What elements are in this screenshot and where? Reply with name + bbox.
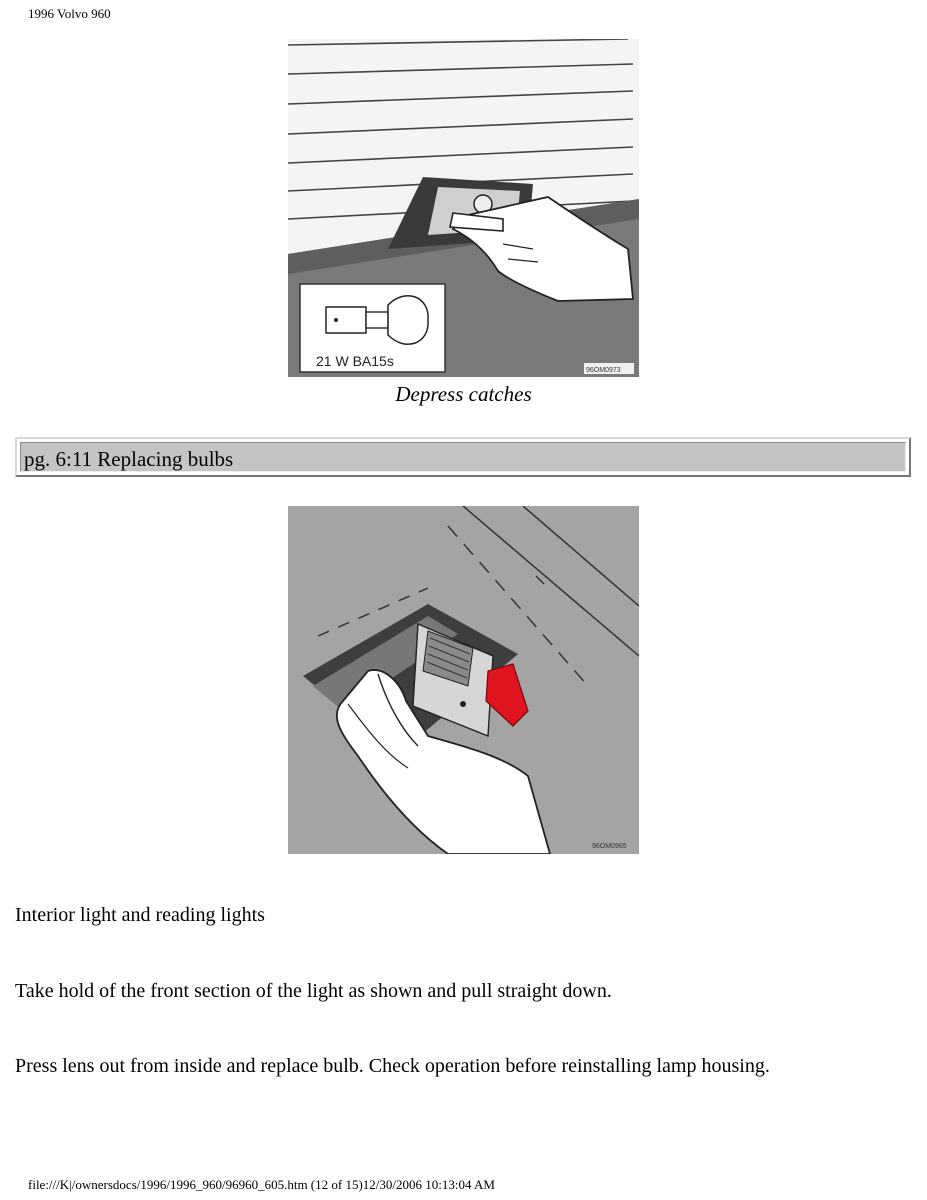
instruction-step-1: Take hold of the front section of the light as shown and pull straight down. (15, 980, 612, 1002)
figure2-code: 96OM0965 (592, 843, 627, 850)
instruction-step-2: Press lens out from inside and replace bulb. Check operation before reinstalling lamp housing. (15, 1055, 770, 1077)
section-title: pg. 6:11 Replacing bulbs (24, 447, 234, 471)
section-heading-inner (20, 442, 906, 472)
figure1-code: 96OM0973 (586, 367, 621, 374)
document-footer-path: file:///K|/ownersdocs/1996/1996_960/96960_605.htm (12 of 15)12/30/2006 10:13:04 AM (28, 1177, 495, 1192)
document-header: 1996 Volvo 960 (28, 6, 111, 21)
figure1-caption: Depress catches (395, 382, 532, 406)
interior-light-heading: Interior light and reading lights (15, 904, 265, 926)
tail-light-illustration (288, 39, 639, 377)
section-heading-bar (15, 437, 911, 477)
bulb-spec-label: 21 W BA15s (316, 353, 394, 369)
interior-light-illustration (288, 506, 639, 854)
